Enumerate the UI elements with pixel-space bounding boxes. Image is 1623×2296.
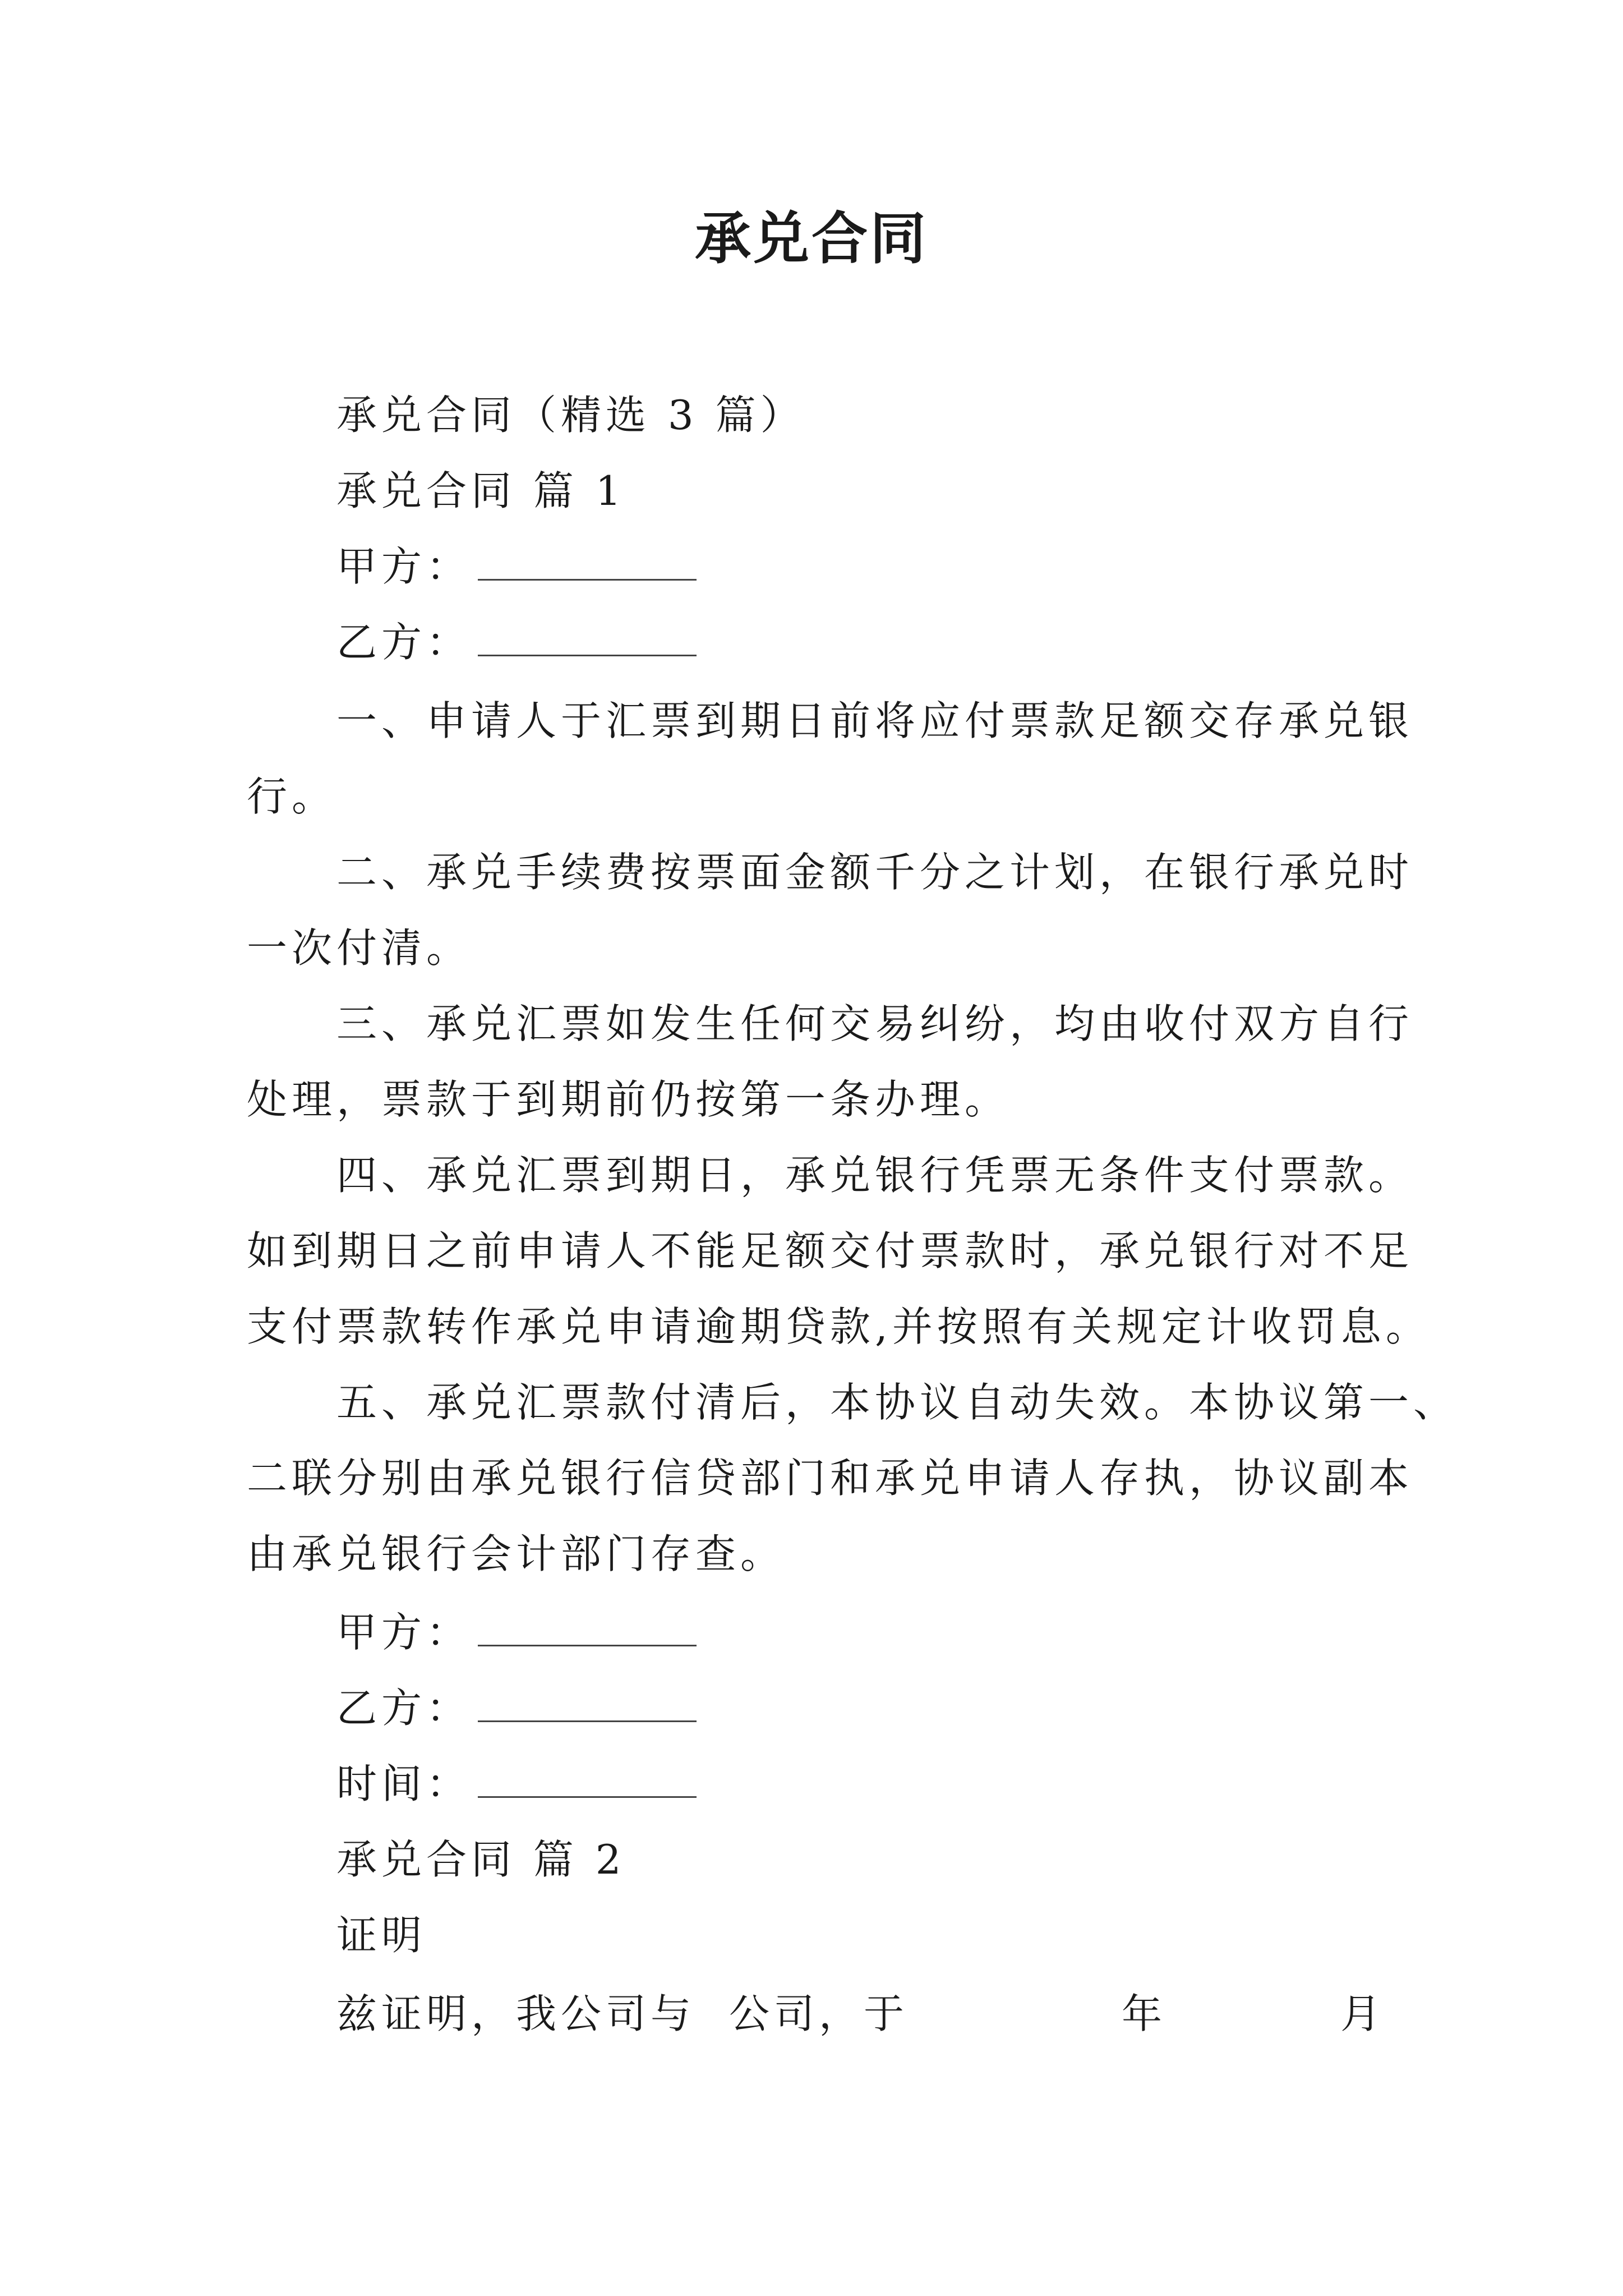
sign-a-row — [336, 1604, 697, 1660]
part1-heading: 承兑合同 篇 1 — [336, 467, 626, 514]
party-b-blank — [478, 614, 697, 656]
party-a-row — [336, 539, 697, 595]
sign-a-label: 甲方： — [336, 1609, 472, 1656]
part2-heading: 承兑合同 篇 2 — [336, 1836, 626, 1883]
time-label: 时间： — [336, 1760, 472, 1807]
party-b-label: 乙方： — [336, 619, 472, 666]
proof-text-b: 公司，于 — [729, 1990, 909, 2037]
party-a-blank — [478, 539, 697, 581]
clause4-line1: 四、承兑汇票到期日，承兑银行凭票无条件支付票款。 — [336, 1152, 1414, 1199]
clause1-line1: 一、申请人于汇票到期日前将应付票款足额交存承兑银 — [336, 697, 1414, 744]
clause2-line2: 一次付清。 — [247, 924, 472, 972]
proof-title: 证明 — [336, 1912, 427, 1959]
clause3-line1: 三、承兑汇票如发生任何交易纠纷，均由收付双方自行 — [336, 1000, 1414, 1047]
clause4-line3: 支付票款转作承兑申请逾期贷款,并按照有关规定计收罚息。 — [247, 1303, 1431, 1350]
sign-b-blank — [478, 1680, 697, 1722]
clause5-line3: 由承兑银行会计部门存查。 — [247, 1530, 786, 1577]
proof-text-a: 兹证明，我公司与 — [336, 1990, 696, 2037]
clause5-line2: 二联分别由承兑银行信贷部门和承兑申请人存执，协议副本 — [247, 1455, 1414, 1502]
clause4-line2: 如到期日之前申请人不能足额交付票款时，承兑银行对不足 — [247, 1227, 1414, 1274]
document-title: 承兑合同 — [695, 205, 928, 272]
proof-month: 月 — [1340, 1990, 1386, 2037]
clause5-line1: 五、承兑汇票款付清后，本协议自动失效。本协议第一、 — [336, 1379, 1459, 1426]
clause1-line2: 行。 — [247, 773, 337, 820]
proof-year: 年 — [1122, 1990, 1167, 2037]
time-row — [336, 1756, 697, 1812]
party-a-label: 甲方： — [336, 543, 472, 590]
time-blank — [478, 1756, 697, 1798]
sign-a-blank — [478, 1604, 697, 1646]
clause3-line2: 处理，票款于到期前仍按第一条办理。 — [247, 1076, 1010, 1123]
party-b-row — [336, 614, 697, 670]
sign-b-row — [336, 1680, 697, 1736]
clause2-line1: 二、承兑手续费按票面金额千分之计划，在银行承兑时 — [336, 849, 1414, 896]
document-subtitle: 承兑合同（精选 3 篇） — [336, 392, 805, 439]
sign-b-label: 乙方： — [336, 1685, 472, 1732]
